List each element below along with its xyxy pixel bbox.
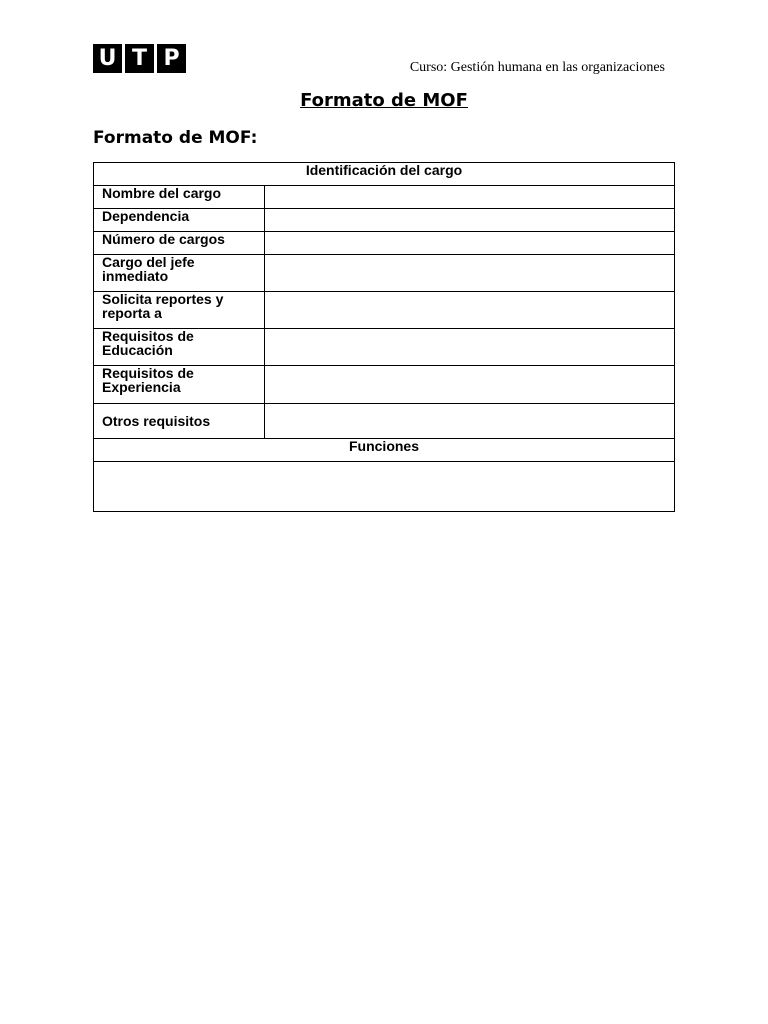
row-value-otros[interactable] xyxy=(265,404,675,439)
utp-logo xyxy=(93,44,186,73)
section-heading: Formato de MOF: xyxy=(93,128,258,148)
row-value-cargo-jefe[interactable] xyxy=(265,255,675,292)
row-label-dependencia: Dependencia xyxy=(94,209,265,232)
mof-table xyxy=(93,162,675,512)
table-row xyxy=(94,404,675,439)
logo-letter-p: P xyxy=(157,44,186,73)
course-name: Curso: Gestión humana en las organizaciones xyxy=(409,60,665,75)
table-row xyxy=(94,329,675,366)
table-row xyxy=(94,292,675,329)
row-label-educacion: Requisitos de Educación xyxy=(94,329,265,366)
table-row xyxy=(94,186,675,209)
table-row xyxy=(94,232,675,255)
row-label-otros: Otros requisitos xyxy=(94,404,265,439)
row-label-nombre-cargo: Nombre del cargo xyxy=(94,186,265,209)
row-label-experiencia: Requisitos de Experiencia xyxy=(94,366,265,404)
row-label-reportes: Solicita reportes y reporta a xyxy=(94,292,265,329)
row-value-dependencia[interactable] xyxy=(265,209,675,232)
row-label-numero-cargos: Número de cargos xyxy=(94,232,265,255)
functions-row xyxy=(94,462,675,512)
table-row xyxy=(94,255,675,292)
logo-letter-t: T xyxy=(125,44,154,73)
row-value-reportes[interactable] xyxy=(265,292,675,329)
document-title: Formato de MOF xyxy=(300,90,468,111)
functions-header-row xyxy=(94,439,675,462)
identification-header: Identificación del cargo xyxy=(94,163,675,186)
row-value-experiencia[interactable] xyxy=(265,366,675,404)
logo-letter-u: U xyxy=(93,44,122,73)
functions-header: Funciones xyxy=(94,439,675,462)
table-row xyxy=(94,366,675,404)
row-label-cargo-jefe: Cargo del jefe inmediato xyxy=(94,255,265,292)
table-header-row xyxy=(94,163,675,186)
row-value-numero-cargos[interactable] xyxy=(265,232,675,255)
table-row xyxy=(94,209,675,232)
row-value-nombre-cargo[interactable] xyxy=(265,186,675,209)
row-value-educacion[interactable] xyxy=(265,329,675,366)
functions-value[interactable] xyxy=(94,462,675,512)
